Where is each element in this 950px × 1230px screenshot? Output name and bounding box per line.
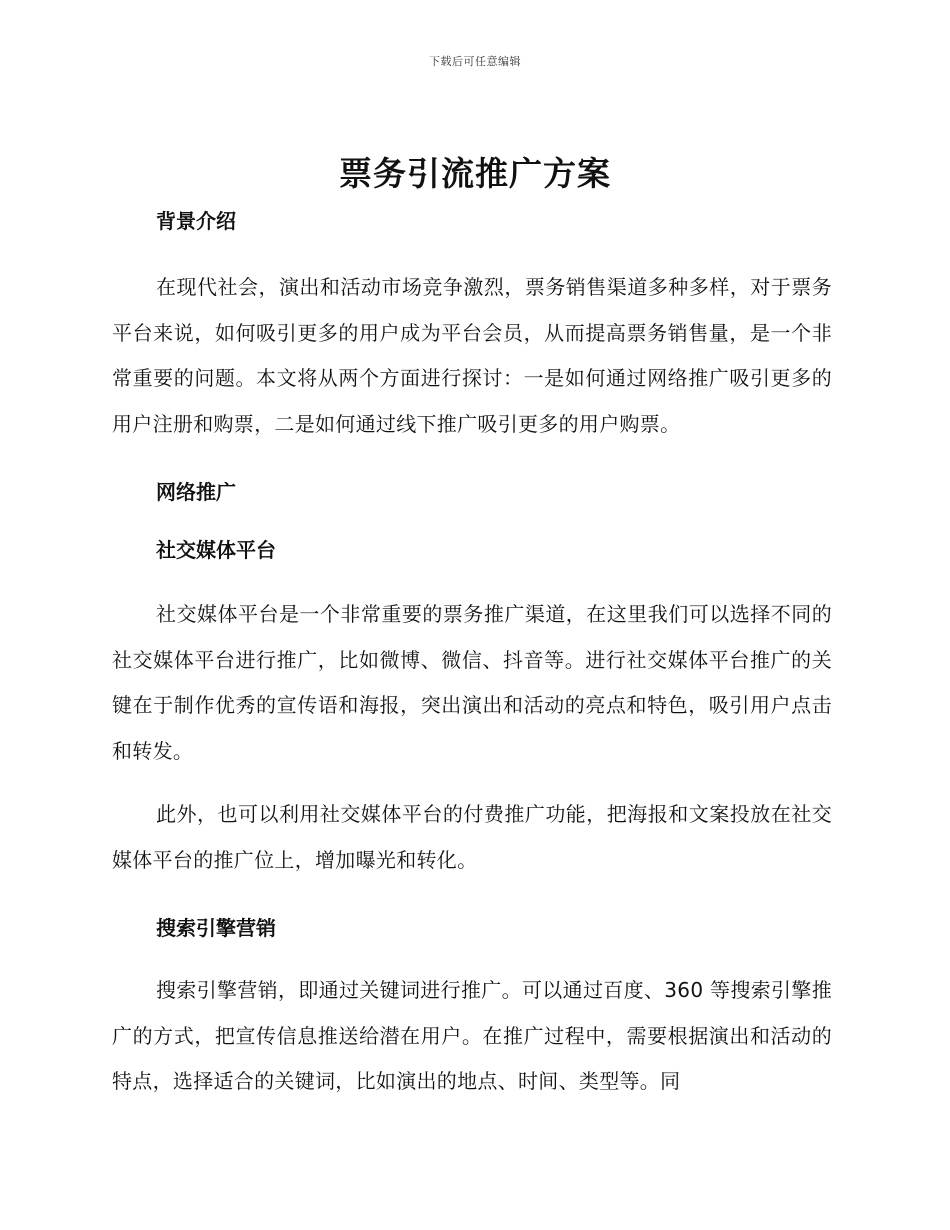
paragraph-background: 在现代社会，演出和活动市场竞争激烈，票务销售渠道多种多样，对于票务平台来说，如何吸引更多的用户成为平台会员，从而提高票务销售量，是一个非常重要的问题。本文将从两个方面进行探讨：一是如何通过网络推广吸引更多的用户注册和购票，二是如何通过线下推广吸引更多的用户购票。 [112, 275, 832, 436]
paragraph-social-media-1: 社交媒体平台是一个非常重要的票务推广渠道，在这里我们可以选择不同的社交媒体平台进行推广，比如微博、微信、抖音等。进行社交媒体平台推广的关键在于制作优秀的宣传语和海报，突出演出和活动的亮点和特色，吸引用户点击和转发。 [112, 602, 832, 763]
paragraph-social-media-2: 此外，也可以利用社交媒体平台的付费推广功能，把海报和文案投放在社交媒体平台的推广位上，增加曝光和转化。 [112, 802, 832, 872]
section-heading-background: 背景介绍 [156, 209, 236, 233]
header-note: 下载后可任意编辑 [429, 55, 521, 68]
paragraph-search-engine-marketing: 搜索引擎营销，即通过关键词进行推广。可以通过百度、360 等搜索引擎推广的方式，把宣传信息推送给潜在用户。在推广过程中，需要根据演出和活动的特点，选择适合的关键词，比如演出的地点、时间、类型等。同 [112, 978, 832, 1093]
section-heading-social-media: 社交媒体平台 [156, 538, 276, 562]
section-heading-online-promotion: 网络推广 [156, 480, 236, 504]
document-body [112, 204, 832, 1105]
document-title: 票务引流推广方案 [339, 154, 611, 193]
section-heading-search-engine-marketing: 搜索引擎营销 [156, 916, 276, 940]
